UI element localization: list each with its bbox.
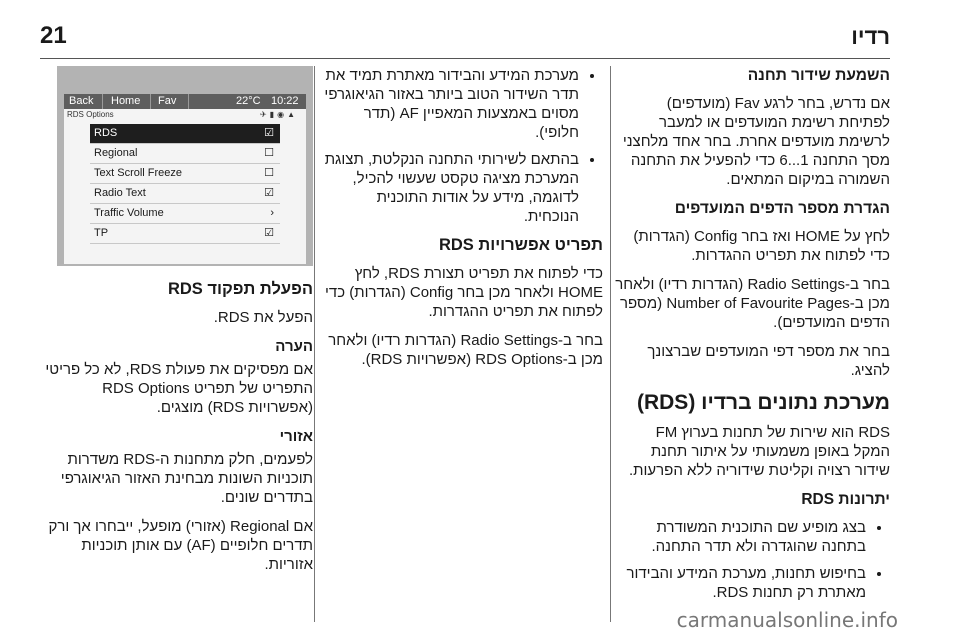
status-icons: ✈▮◉▲ [259,110,298,119]
paragraph: בחר ב-Radio Settings (הגדרות רדיו) ולאחר מכן ב-Number of Favourite Pages (מספר הדפים המועדפים). [615,276,890,331]
chapter-title: רדיו [851,24,890,49]
temperature: 22°C [236,95,261,107]
column-middle [323,66,603,627]
back-button[interactable]: Back [69,95,94,107]
heading-rds: מערכת נתונים ברדיו (RDS) [636,391,890,414]
screen-subtitle: RDS Options [67,110,114,119]
menu-item-tp[interactable]: TP ☑ [90,224,280,244]
column-right [615,66,890,627]
paragraph: אם מפסיקים את פעולת RDS, לא כל פריטי התפריט של תפריט RDS Options (אפשרויות RDS) מוצגים. [45,361,313,416]
list-item: • בצג מופיע שם התוכנית המשודרת בתחנה שהוגדרה ולא תדר התחנה. [615,518,866,556]
list-item: • בהתאם לשירותי התחנה הנקלטת, תצוגת המערכת מציגה טקסט שעשוי להכיל, לדוגמה, מידע על אודות התוכנית הנוכחית. [323,150,579,226]
menu-item-text-scroll-freeze[interactable]: Text Scroll Freeze ☐ [90,164,280,184]
checkbox-icon[interactable]: ☑ [264,127,274,139]
list-item: • בחיפוש תחנות, מערכת המידע והבידור מאתרת רק תחנות RDS. [615,564,866,602]
advantages-list-cont [323,66,603,226]
menu-item-radio-text[interactable]: Radio Text ☑ [90,184,280,204]
paragraph: לפעמים, חלק מתחנות ה-RDS משדרות תוכניות השונות מבחינת האזור הגיאוגרפי בתדרים שונים. [60,451,313,506]
rds-options-screenshot [57,66,313,266]
paragraph: הפעל את RDS. [213,309,313,326]
heading-rds-menu: תפריט אפשרויות RDS [438,236,603,254]
column-divider [314,66,315,622]
paragraph: אם Regional (אזורי) מופעל, ייבחרו אך ורק תדרים חלופיים (AF) עם אותן תוכניות אזוריות. [48,518,313,573]
clock: 10:22 [271,95,299,107]
checkbox-icon[interactable]: ☑ [264,187,274,199]
list-item: • מערכת המידע והבידור מאתרת תמיד את תדר השידור הטוב ביותר באזור הגיאוגרפי מסוים באמצעות המאפיין AF (תדר חלופי). [323,66,579,142]
chevron-right-icon[interactable]: › [270,207,274,219]
fav-button[interactable]: Fav [158,95,177,107]
paragraph: אם נדרש, בחר לרגע Fav (מועדפים) לפתיחת רשימת המועדפים או למעבר לרשימת מועדפים אחרת. בחר אחד מלחצני מסך התחנה 1...6 כדי להפעיל את התחנה השמורה במיקום המתאים. [622,95,890,188]
menu-item-traffic-volume[interactable]: Traffic Volume › [90,204,280,224]
page-number: 21 [40,22,67,49]
header-rule [40,58,890,59]
heading-fav-pages: הגדרת מספר הדפים המועדפים [674,200,890,217]
heading-rds-advantages: יתרונות RDS [801,491,890,508]
home-button[interactable]: Home [111,95,141,107]
checkbox-icon[interactable]: ☐ [264,147,274,159]
advantages-list [615,518,890,602]
regional-label: אזורי [279,428,313,445]
menu-item-regional[interactable]: Regional ☐ [90,144,280,164]
heading-rds-config: הפעלת תפקוד RDS [167,280,313,298]
heading-station-nav: השמעת שידור תחנה [747,67,890,84]
screen-topbar [64,94,306,109]
rds-menu [90,124,280,244]
page-header [40,22,890,62]
paragraph: RDS הוא שירות של תחנות בערוץ FM המקל באופן משמעותי על איתור תחנת שידור רצויה וקליטת שידוריה ללא הפרעות. [629,424,890,479]
column-divider [610,66,611,622]
paragraph: לחץ על HOME ואז בחר Config (הגדרות) כדי לפתוח את תפריט ההגדרות. [633,228,890,264]
column-left [34,66,313,627]
note-label: הערה [275,338,313,355]
paragraph: כדי לפתוח את תפריט תצורת RDS, לחץ HOME ולאחר מכן בחר Config (הגדרות) כדי לפתוח את תפריט ההגדרות. [325,265,603,320]
paragraph: בחר ב-Radio Settings (הגדרות רדיו) ולאחר מכן ב-RDS Options (אפשרויות RDS). [328,332,603,368]
checkbox-icon[interactable]: ☐ [264,167,274,179]
paragraph: בחר את מספר דפי המועדפים שברצונך להציג. [647,343,890,379]
menu-item-rds[interactable]: RDS ☑ [90,124,280,144]
checkbox-icon[interactable]: ☑ [264,227,274,239]
watermark: carmanualsonline.info [676,608,898,632]
